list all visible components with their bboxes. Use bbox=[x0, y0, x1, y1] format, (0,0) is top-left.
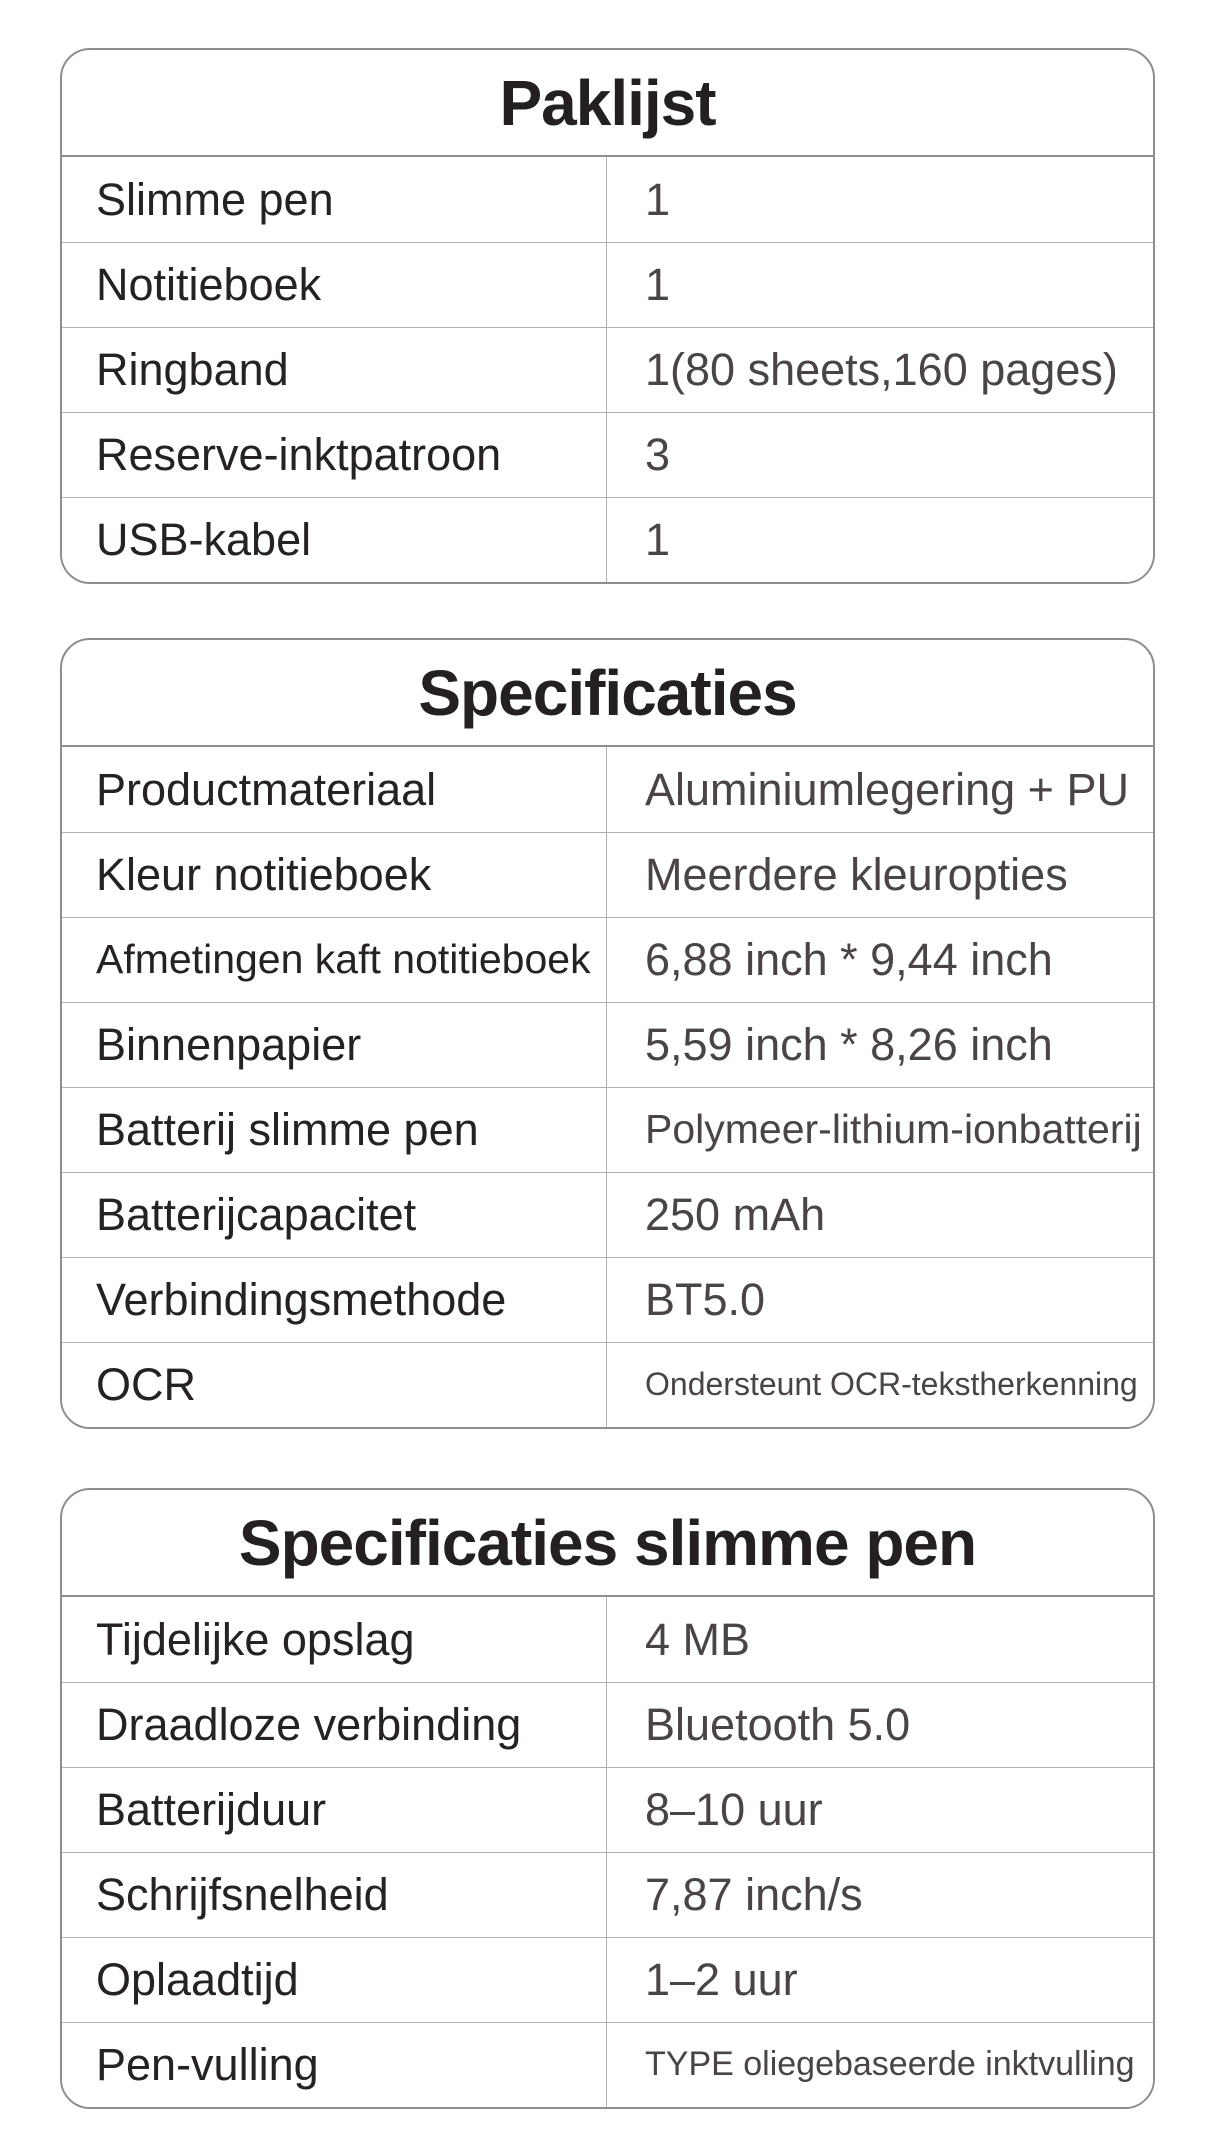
row-value: 5,59 inch * 8,26 inch bbox=[645, 1019, 1053, 1071]
row-value: 8–10 uur bbox=[645, 1784, 823, 1836]
row-value-cell bbox=[607, 1938, 1153, 2022]
row-label-cell bbox=[62, 833, 607, 917]
row-label: Slimme pen bbox=[96, 173, 334, 225]
table-row bbox=[62, 1342, 1153, 1427]
row-value: Bluetooth 5.0 bbox=[645, 1699, 911, 1751]
row-value: 7,87 inch/s bbox=[645, 1869, 863, 1921]
row-label-cell bbox=[62, 1853, 607, 1937]
row-value: 3 bbox=[645, 429, 671, 481]
row-label-cell bbox=[62, 1088, 607, 1172]
row-label-cell bbox=[62, 1173, 607, 1257]
table-body bbox=[62, 1597, 1153, 2107]
row-value: TYPE oliegebaseerde inktvulling bbox=[645, 2045, 1135, 2084]
table-row bbox=[62, 917, 1153, 1002]
row-label-cell bbox=[62, 1938, 607, 2022]
row-value: 4 MB bbox=[645, 1613, 751, 1665]
table-body bbox=[62, 747, 1153, 1427]
row-label: Batterijduur bbox=[96, 1784, 327, 1836]
table-row bbox=[62, 1002, 1153, 1087]
spec-table bbox=[60, 1488, 1155, 2109]
row-label: Binnenpapier bbox=[96, 1019, 362, 1071]
row-label: Verbindingsmethode bbox=[96, 1274, 507, 1326]
row-label-cell bbox=[62, 498, 607, 582]
row-label-cell bbox=[62, 1258, 607, 1342]
row-value-cell bbox=[607, 1597, 1153, 1682]
table-header bbox=[62, 50, 1153, 157]
table-header bbox=[62, 640, 1153, 747]
row-label: Reserve-inktpatroon bbox=[96, 429, 502, 481]
row-label-cell bbox=[62, 1597, 607, 1682]
table-row bbox=[62, 1937, 1153, 2022]
table-title: Specificaties bbox=[418, 656, 797, 729]
row-value: 6,88 inch * 9,44 inch bbox=[645, 934, 1053, 986]
table-row bbox=[62, 1682, 1153, 1767]
table-header bbox=[62, 1490, 1153, 1597]
row-label: Kleur notitieboek bbox=[96, 849, 432, 901]
row-label-cell bbox=[62, 1768, 607, 1852]
row-label: Notitieboek bbox=[96, 259, 322, 311]
table-row bbox=[62, 1767, 1153, 1852]
row-value: 1(80 sheets,160 pages) bbox=[645, 344, 1118, 396]
row-value-cell bbox=[607, 1088, 1153, 1172]
table-row bbox=[62, 747, 1153, 832]
row-label-cell bbox=[62, 747, 607, 832]
row-value-cell bbox=[607, 243, 1153, 327]
row-value-cell bbox=[607, 747, 1153, 832]
row-label: Pen-vulling bbox=[96, 2039, 319, 2091]
row-value-cell bbox=[607, 1343, 1153, 1427]
row-value-cell bbox=[607, 2023, 1153, 2107]
table-row bbox=[62, 327, 1153, 412]
row-label-cell bbox=[62, 157, 607, 242]
row-label-cell bbox=[62, 918, 607, 1002]
row-value-cell bbox=[607, 918, 1153, 1002]
row-value-cell bbox=[607, 1258, 1153, 1342]
table-row bbox=[62, 242, 1153, 327]
row-label: Batterijcapacitet bbox=[96, 1189, 417, 1241]
row-value: 1 bbox=[645, 173, 671, 225]
row-label-cell bbox=[62, 1003, 607, 1087]
row-value: 250 mAh bbox=[645, 1189, 826, 1241]
spec-table bbox=[60, 638, 1155, 1429]
row-value: Polymeer-lithium-ionbatterij bbox=[645, 1106, 1142, 1153]
table-title: Specificaties slimme pen bbox=[238, 1506, 977, 1579]
table-row bbox=[62, 1852, 1153, 1937]
spec-table bbox=[60, 48, 1155, 584]
row-value: Meerdere kleuropties bbox=[645, 849, 1068, 901]
table-row bbox=[62, 2022, 1153, 2107]
table-row bbox=[62, 1087, 1153, 1172]
table-row bbox=[62, 157, 1153, 242]
row-label-cell bbox=[62, 328, 607, 412]
row-value-cell bbox=[607, 1003, 1153, 1087]
row-value-cell bbox=[607, 157, 1153, 242]
table-row bbox=[62, 1172, 1153, 1257]
row-label: Schrijfsnelheid bbox=[96, 1869, 389, 1921]
row-value-cell bbox=[607, 1173, 1153, 1257]
row-label: Batterij slimme pen bbox=[96, 1104, 479, 1156]
row-label: Draadloze verbinding bbox=[96, 1699, 522, 1751]
row-label: Oplaadtijd bbox=[96, 1954, 299, 2006]
table-row bbox=[62, 497, 1153, 582]
row-label: Productmateriaal bbox=[96, 763, 437, 815]
row-label-cell bbox=[62, 2023, 607, 2107]
row-value: 1–2 uur bbox=[645, 1954, 798, 2006]
table-row bbox=[62, 832, 1153, 917]
row-value-cell bbox=[607, 1853, 1153, 1937]
row-label: Afmetingen kaft notitieboek bbox=[96, 936, 591, 983]
row-label: Ringband bbox=[96, 344, 289, 396]
row-value-cell bbox=[607, 1683, 1153, 1767]
row-value-cell bbox=[607, 328, 1153, 412]
row-label: OCR bbox=[96, 1359, 196, 1411]
row-value-cell bbox=[607, 1768, 1153, 1852]
row-label-cell bbox=[62, 1683, 607, 1767]
row-label-cell bbox=[62, 243, 607, 327]
table-row bbox=[62, 1597, 1153, 1682]
row-value: 1 bbox=[645, 514, 671, 566]
row-value: Aluminiumlegering + PU bbox=[645, 763, 1129, 815]
table-body bbox=[62, 157, 1153, 582]
row-value-cell bbox=[607, 498, 1153, 582]
table-row bbox=[62, 412, 1153, 497]
table-row bbox=[62, 1257, 1153, 1342]
row-value-cell bbox=[607, 413, 1153, 497]
row-value: Ondersteunt OCR-tekstherkenning bbox=[645, 1366, 1138, 1403]
row-label: USB-kabel bbox=[96, 514, 312, 566]
table-title: Paklijst bbox=[499, 66, 716, 139]
row-value-cell bbox=[607, 833, 1153, 917]
row-label-cell bbox=[62, 413, 607, 497]
row-value: BT5.0 bbox=[645, 1274, 766, 1326]
row-label-cell bbox=[62, 1343, 607, 1427]
row-value: 1 bbox=[645, 259, 671, 311]
row-label: Tijdelijke opslag bbox=[96, 1613, 415, 1665]
